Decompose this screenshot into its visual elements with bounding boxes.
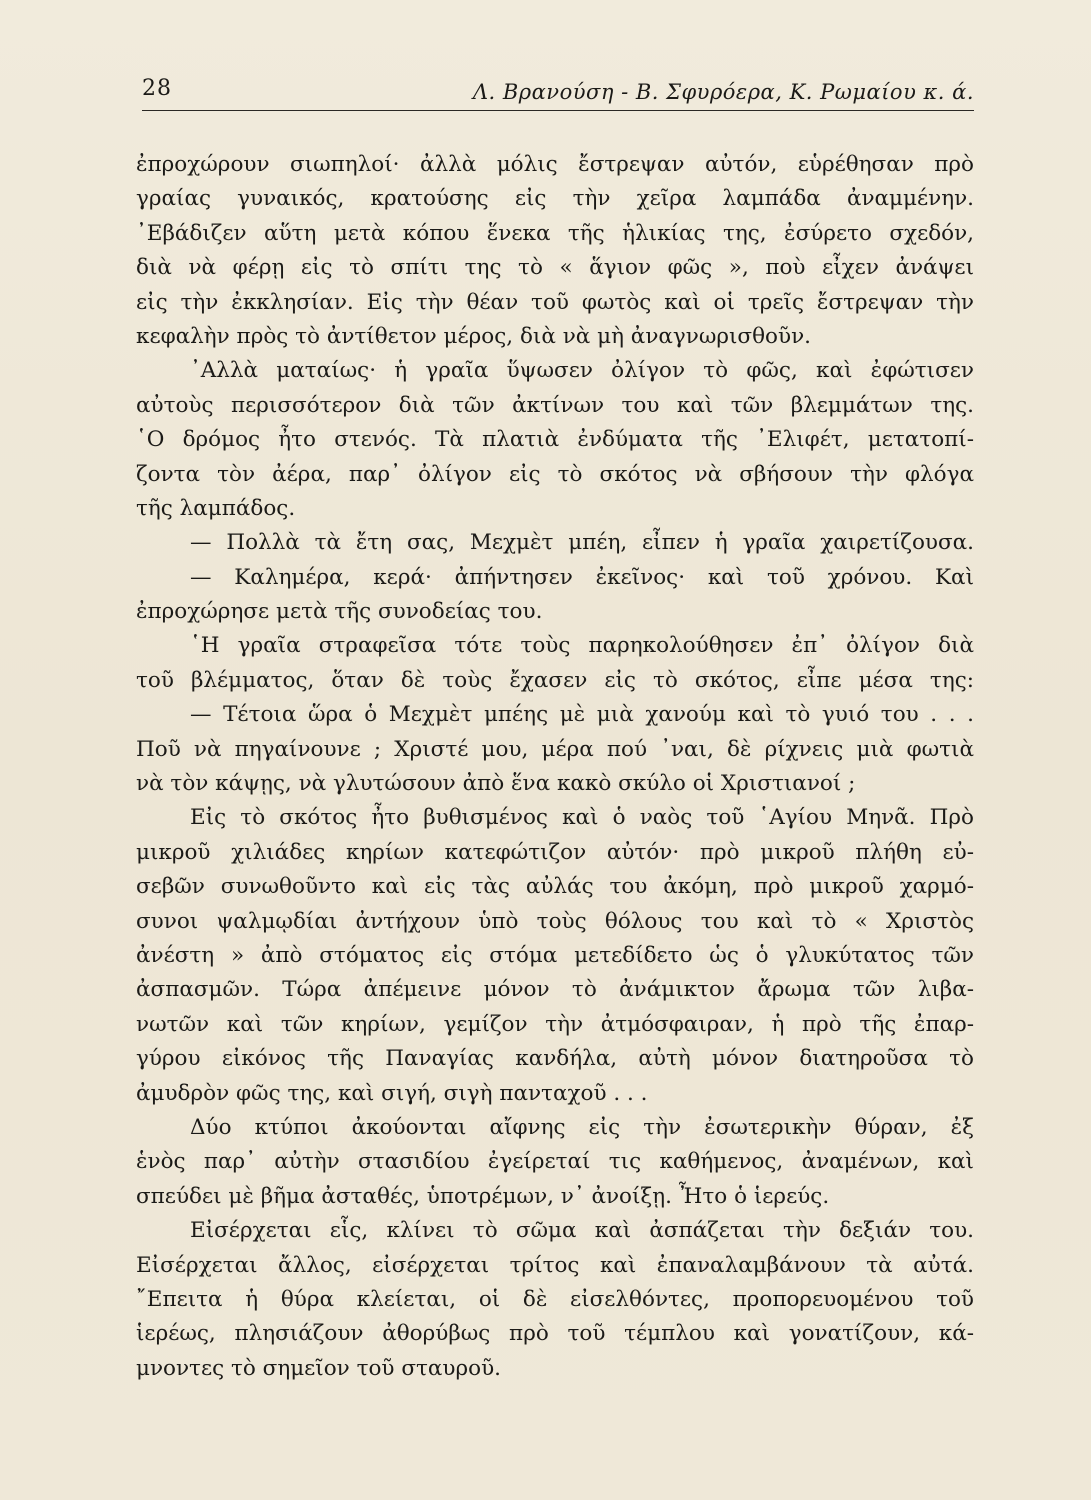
body-text bbox=[136, 148, 974, 1386]
text-line: γραίας γυναικός, κρατούσης εἰς τὴν χεῖρα λαμπάδα ἀναμμένην. bbox=[136, 186, 974, 212]
text-line: — Πολλὰ τὰ ἔτη σας, Μεχμὲτ μπέη, εἶπεν ἡ γραῖα χαιρετίζουσα. bbox=[190, 530, 974, 556]
text-line: ἱερέως, πλησιάζουν ἀθορύβως πρὸ τοῦ τέμπλου καὶ γονατίζουν, κά- bbox=[136, 1321, 974, 1347]
page-header bbox=[142, 70, 974, 106]
text-line: ζοντα τὸν ἀέρα, παρ᾿ ὀλίγον εἰς τὸ σκότος νὰ σβήσουν τὴν φλόγα bbox=[136, 461, 974, 487]
text-line: εἰς τὴν ἐκκλησίαν. Εἰς τὴν θέαν τοῦ φωτὸς καὶ οἱ τρεῖς ἔστρεψαν τὴν bbox=[136, 289, 974, 315]
text-line: Εἰς τὸ σκότος ἦτο βυθισμένος καὶ ὁ ναὸς τοῦ ῾Αγίου Μηνᾶ. Πρὸ bbox=[190, 805, 974, 831]
text-line: σεβῶν συνωθοῦντο καὶ εἰς τὰς αὐλάς του ἀκόμη, πρὸ μικροῦ χαρμό- bbox=[136, 874, 974, 900]
text-line: ἀνέστη » ἀπὸ στόματος εἰς στόμα μετεδίδετο ὡς ὁ γλυκύτατος τῶν bbox=[136, 942, 974, 968]
text-line: ᾿Αλλὰ ματαίως· ἡ γραῖα ὕψωσεν ὀλίγον τὸ φῶς, καὶ ἐφώτισεν bbox=[190, 358, 974, 384]
text-line: νὰ τὸν κάψῃς, νὰ γλυτώσουν ἀπὸ ἕνα κακὸ σκύλο οἱ Χριστιανοί ; bbox=[136, 771, 856, 797]
text-line: ἀμυδρὸν φῶς της, καὶ σιγή, σιγὴ πανταχοῦ . . . bbox=[136, 1080, 648, 1106]
text-line: ἐπροχώρησε μετὰ τῆς συνοδείας του. bbox=[136, 599, 543, 625]
text-line: ῾Η γραῖα στραφεῖσα τότε τοὺς παρηκολούθησεν ἐπ᾿ ὀλίγον διὰ bbox=[190, 633, 974, 659]
running-head: Λ. Βρανούση - Β. Σφυρόερα, Κ. Ρωμαίου κ. ά. bbox=[472, 80, 974, 104]
text-line: συνοι ψαλμῳδίαι ἀντήχουν ὑπὸ τοὺς θόλους του καὶ τὸ « Χριστὸς bbox=[136, 908, 974, 934]
text-line: νωτῶν καὶ τῶν κηρίων, γεμίζον τὴν ἀτμόσφαιραν, ἡ πρὸ τῆς ἐπαρ- bbox=[136, 1011, 974, 1037]
text-line: ἑνὸς παρ᾿ αὐτὴν στασιδίου ἐγείρεταί τις καθήμενος, ἀναμένων, καὶ bbox=[136, 1149, 974, 1175]
text-line: αὐτοὺς περισσότερον διὰ τῶν ἀκτίνων του καὶ τῶν βλεμμάτων της. bbox=[136, 392, 974, 418]
text-line: — Καλημέρα, κερά· ἀπήντησεν ἐκεῖνος· καὶ τοῦ χρόνου. Καὶ bbox=[190, 564, 974, 590]
text-line: γύρου εἰκόνος τῆς Παναγίας κανδήλα, αὐτὴ μόνον διατηροῦσα τὸ bbox=[136, 1046, 974, 1072]
text-line: ἀσπασμῶν. Τώρα ἀπέμεινε μόνον τὸ ἀνάμικτον ἄρωμα τῶν λιβα- bbox=[136, 977, 974, 1003]
header-rule bbox=[142, 110, 974, 111]
text-line: τοῦ βλέμματος, ὅταν δὲ τοὺς ἔχασεν εἰς τὸ σκότος, εἶπε μέσα της: bbox=[136, 667, 974, 693]
text-line: ἐπροχώρουν σιωπηλοί· ἀλλὰ μόλις ἔστρεψαν αὐτόν, εὑρέθησαν πρὸ bbox=[136, 152, 974, 177]
text-line: ῾Ο δρόμος ἦτο στενός. Τὰ πλατιὰ ἐνδύματα τῆς ᾿Ελιφέτ, μετατοπί- bbox=[136, 427, 974, 453]
text-line: διὰ νὰ φέρῃ εἰς τὸ σπίτι της τὸ « ἅγιον φῶς », ποὺ εἶχεν ἀνάψει bbox=[136, 255, 974, 281]
text-line: τῆς λαμπάδος. bbox=[136, 495, 296, 521]
text-line: ᾿Εβάδιζεν αὕτη μετὰ κόπου ἕνεκα τῆς ἡλικίας της, ἐσύρετο σχεδόν, bbox=[136, 220, 974, 246]
text-line: Εἰσέρχεται εἷς, κλίνει τὸ σῶμα καὶ ἀσπάζεται τὴν δεξιάν του. bbox=[190, 1218, 974, 1244]
text-line: Ποῦ νὰ πηγαίνουνε ; Χριστέ μου, μέρα πού ᾿ναι, δὲ ρίχνεις μιὰ φωτιὰ bbox=[136, 736, 974, 762]
text-line: μνοντες τὸ σημεῖον τοῦ σταυροῦ. bbox=[136, 1355, 501, 1381]
text-line: σπεύδει μὲ βῆμα ἀσταθές, ὑποτρέμων, ν᾿ ἀνοίξῃ. Ἦτο ὁ ἱερεύς. bbox=[136, 1183, 830, 1209]
text-line: κεφαλὴν πρὸς τὸ ἀντίθετον μέρος, διὰ νὰ μὴ ἀναγνωρισθοῦν. bbox=[136, 323, 811, 349]
text-line: Δύο κτύποι ἀκούονται αἴφνης εἰς τὴν ἐσωτερικὴν θύραν, ἐξ bbox=[190, 1114, 974, 1140]
text-line: — Τέτοια ὥρα ὁ Μεχμὲτ μπέης μὲ μιὰ χανούμ καὶ τὸ γυιό του . . . bbox=[190, 702, 974, 728]
text-line: μικροῦ χιλιάδες κηρίων κατεφώτιζον αὐτόν· πρὸ μικροῦ πλήθη εὐ- bbox=[136, 839, 974, 865]
page-number: 28 bbox=[142, 76, 172, 101]
text-line: ῎Επειτα ἡ θύρα κλείεται, οἱ δὲ εἰσελθόντες, προπορευομένου τοῦ bbox=[136, 1286, 974, 1312]
text-line: Εἰσέρχεται ἄλλος, εἰσέρχεται τρίτος καὶ ἐπαναλαμβάνουν τὰ αὐτά. bbox=[136, 1252, 974, 1278]
